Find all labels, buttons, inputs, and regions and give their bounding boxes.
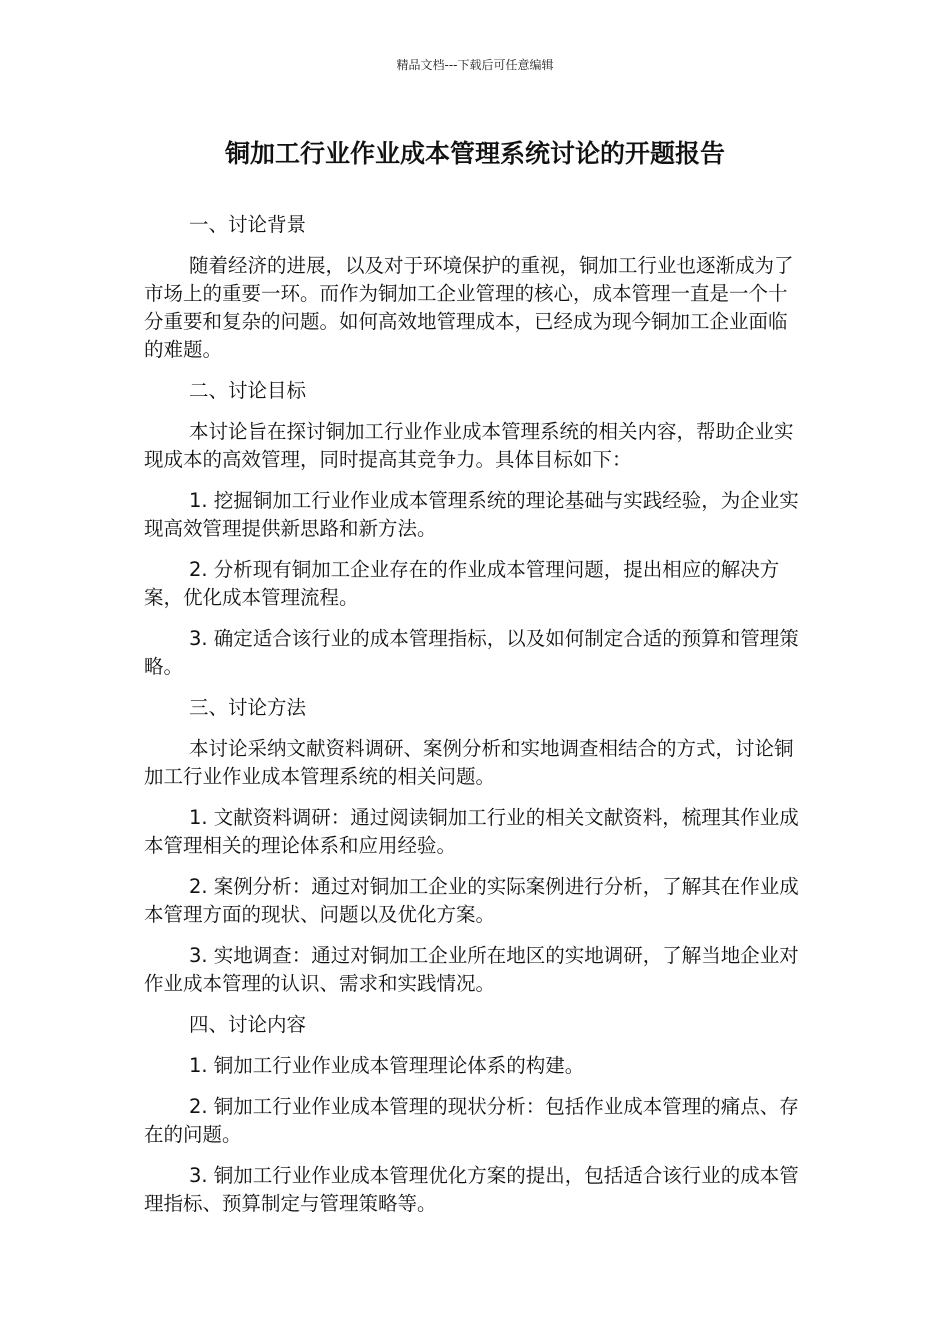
list-item: 1. 文献资料调研：通过阅读铜加工行业的相关文献资料，梳理其作业成本管理相关的理论体系和应用经验。 [144,806,799,857]
list-item: 2. 案例分析：通过对铜加工企业的实际案例进行分析，了解其在作业成本管理方面的现状、问题以及优化方案。 [144,875,799,926]
paragraph: 本讨论采纳文献资料调研、案例分析和实地调查相结合的方式，讨论铜加工行业作业成本管理系统的相关问题。 [144,737,794,788]
document-title: 铜加工行业作业成本管理系统讨论的开题报告 [224,139,725,168]
paragraph: 随着经济的进展，以及对于环境保护的重视，铜加工行业也逐渐成为了市场上的重要一环。而作为铜加工企业管理的核心，成本管理一直是一个十分重要和复杂的问题。如何高效地管理成本，已经成为现今铜加工企业面临的难题。 [144,254,794,361]
section-heading-background: 一、讨论背景 [189,213,307,236]
section-heading-methods: 三、讨论方法 [189,696,307,719]
list-item: 3. 实地调查：通过对铜加工企业所在地区的实地调研，了解当地企业对作业成本管理的认识、需求和实践情况。 [144,944,799,995]
list-item: 2. 铜加工行业作业成本管理的现状分析：包括作业成本管理的痛点、存在的问题。 [144,1095,799,1146]
paragraph: 本讨论旨在探讨铜加工行业作业成本管理系统的相关内容，帮助企业实现成本的高效管理，同时提高其竞争力。具体目标如下： [144,420,794,471]
list-item: 3. 铜加工行业作业成本管理优化方案的提出，包括适合该行业的成本管理指标、预算制定与管理策略等。 [144,1164,799,1215]
section-heading-goals: 二、讨论目标 [189,379,307,402]
list-item: 1. 挖掘铜加工行业作业成本管理系统的理论基础与实践经验，为企业实现高效管理提供新思路和新方法。 [144,489,799,540]
section-heading-content: 四、讨论内容 [189,1013,307,1036]
page-header: 精品文档---下载后可任意编辑 [396,58,554,72]
list-item: 1. 铜加工行业作业成本管理理论体系的构建。 [189,1054,585,1077]
list-item: 3. 确定适合该行业的成本管理指标，以及如何制定合适的预算和管理策略。 [144,627,799,678]
list-item: 2. 分析现有铜加工企业存在的作业成本管理问题，提出相应的解决方案，优化成本管理流程。 [144,558,780,609]
document-body [144,211,806,1231]
